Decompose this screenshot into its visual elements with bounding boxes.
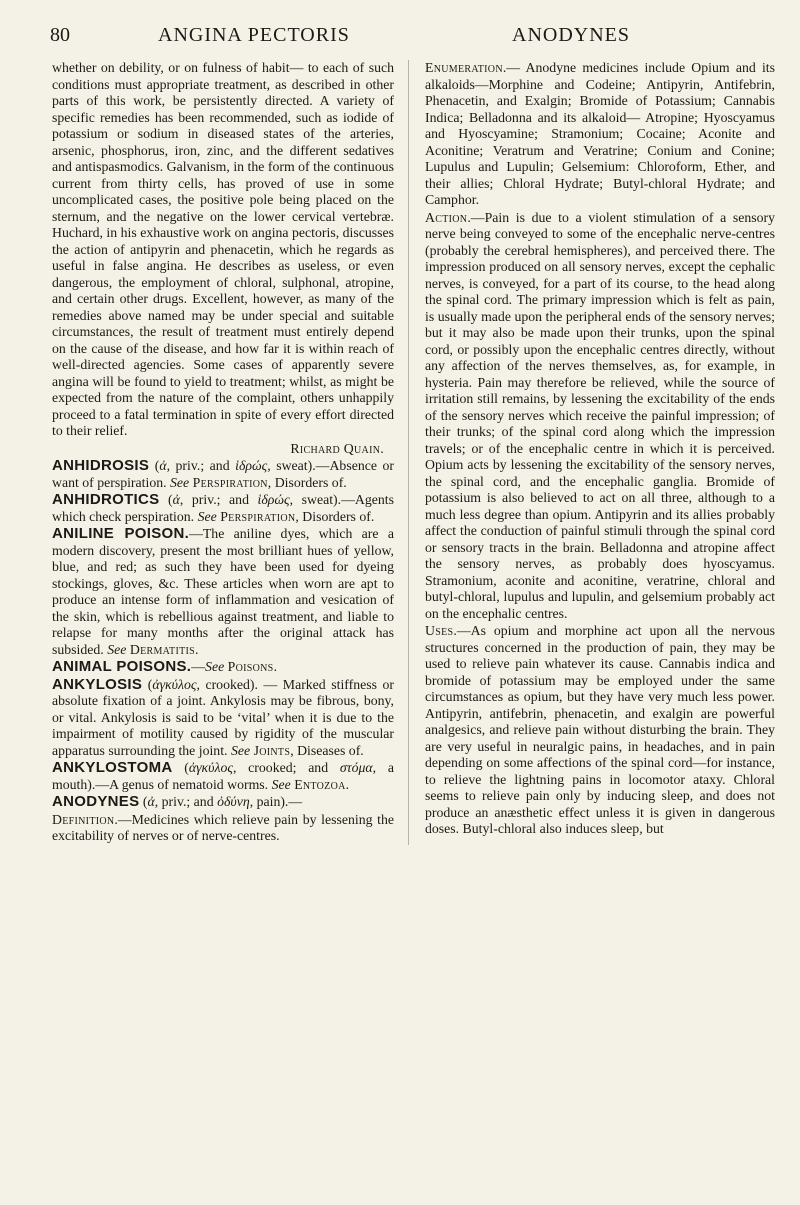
- headword: ANHIDROSIS: [52, 457, 150, 474]
- anodynes-enumeration: Enumeration.— Anodyne medicines include Opium and its alkaloids—Morphine and Codeine; Antipyrin, Antifebrin, Phenacetin, and Exalgin; Bromide of Potassium; Cannabis Indica; Belladonna and its alkaloid— Atropine; Hyoscyamus and Hyoscyamine; Stramonium; Cocaine; Aconite and Aconitine; Veratrum and Veratrine; Conium and Conine; Lupulus and Lupulin; Gelsemium: Chloroform, Ether, and their allies; Chloral Hydrate; Butyl-chloral Hydrate; and Camphor.: [425, 60, 775, 207]
- headword: ANODYNES: [52, 793, 140, 810]
- entry-anhidrotics: ANHIDROTICS (ἀ, priv.; and ἱδρώς, sweat).—Agents which check perspiration. See Perspiration, Disorders of.: [52, 491, 394, 524]
- entry-anhidrosis: ANHIDROSIS (ἀ, priv.; and ἱδρώς, sweat).—Absence or want of perspiration. See Perspiration, Disorders of.: [52, 457, 394, 490]
- right-running-title: ANODYNES: [512, 24, 630, 46]
- section-label: Enumeration: [425, 60, 503, 75]
- entry-anodynes: ANODYNES (ἀ, priv.; and ὀδύνη, pain).—: [52, 793, 303, 810]
- cross-reference: Perspiration: [192, 474, 268, 490]
- cross-reference: Joints: [253, 742, 291, 758]
- cross-reference: Dermatitis: [129, 641, 195, 657]
- cross-reference: Perspiration: [220, 508, 296, 524]
- paragraph-treatment: whether on debility, or on fulness of habit— to each of such conditions must appropriate treatment, as described in other parts of this work, be persistently directed. A variety of specific remedies has been recommended, such as iodide of potassium or sodium in diseased states of the arteries, arsenic, phosphorus, iron, zinc, and the different sedatives and antispasmodics. Galvanism, in the form of the continuous current from thirty cells, has proved of use in some uncomplicated cases, the positive pole being placed on the sternum, and the negative on the lower cervical vertebræ. Huchard, in his exhaustive work on angina pectoris, discusses the action of antipyrin and phenacetin, which he regards as useful in false angina. He describes as useless, or even dangerous, the employment of chloral, sulphonal, atropine, and certain other drugs. Excellent, however, as many of the remedies above named may be under special and suitable circumstances, the result of treatment must entirely depend on the cause of the disease, and how far it is within reach of well-directed agencies. Some cases of apparently severe angina will be found to yield to treatment; whilst, as might be expected from the nature of the complaint, others unhappily proceed to a fatal termination in spite of every effort directed to their relief.: [52, 60, 394, 438]
- anodynes-action: Action.—Pain is due to a violent stimulation of a sensory nerve being conveyed to some of the encephalic nerve-centres (probably the cerebral hemispheres), and perceived there. The impression produced on all sensory nerves, except the cephalic nerves, is conveyed, for a part of its course, to the head along the spinal cord. The primary impression which is felt as pain, is usually made upon the peripheral ends of the sensory nerves; but it may also be made upon their trunks, upon the spinal cord, or possibly upon the encephalic centres directly, without any affection of the nerves themselves, as, for example, in hysteria. Pain may therefore be relieved, while the source of irritation still remains, by lessening the excitability of the ends of the sensory nerves which receive the painful impression; of their trunks; of the spinal cord along which the impression travels; or of the encephalic centre in which it is perceived. Opium acts by lessening the excitability of the sensory nerves, the spinal cord, and the encephalic ganglia. Bromide of potassium is also believed to act on all three, although to a much less degree than opium. Antipyrin and its allies probably affect the conduction of painful stimuli through the spinal cord or sensory tracts in the brain. Belladonna and atropine affect the sensory nerves, as probably does hyoscyamus. Stramonium, aconite and aconitine, veratrine, chloral and butyl-chloral, lupulus and lupulin, and gelsemium probably act on the encephalic centres.: [425, 209, 775, 621]
- anodynes-uses: Uses.—As opium and morphine act upon all the nervous structures concerned in the production of pain, they may be used to relieve pain whatever its cause. Cannabis indica and bromide of potassium may be employed under the same circumstances as opium, but they have very much less power. Antipyrin, antifebrin, phenacetin, and exalgin are powerful analgesics, and relieve pain without disturbing the brain. They are very useful in neuralgic pains, in headaches, and in pain depending on some affections of the spinal cord—for instance, to relieve the lightning pains in locomotor ataxy. Chloral seems to relieve pain only by inducing sleep, and does not produce an anæsthetic effect unless it is given in dangerous doses. Butyl-chloral also induces sleep, but: [425, 623, 775, 836]
- author-signature: Richard Quain.: [290, 440, 384, 456]
- entry-ankylosis: ANKYLOSIS (ἀγκύλος, crooked). — Marked stiffness or absolute fixation of a joint. Ankylosis may be fibrous, bony, or vital. Ankylosis is said to be ‘vital’ when it is due to the impairment of motility caused by rigidity of the muscular apparatus surrounding the joint. See Joints, Diseases of.: [52, 675, 395, 758]
- running-header: [50, 24, 750, 54]
- entry-animal-poisons: ANIMAL POISONS.—See Poisons.: [52, 658, 278, 675]
- section-label: Uses: [425, 623, 454, 638]
- headword: ANILINE POISON.: [52, 525, 190, 542]
- headword: ANKYLOSTOMA: [52, 759, 173, 776]
- headword: ANIMAL POISONS.: [52, 658, 192, 675]
- section-label: Action: [425, 209, 468, 225]
- entry-ankylostoma: ANKYLOSTOMA (ἀγκύλος, crooked; and στόμα, a mouth).—A genus of nematoid worms. See Entozoa.: [52, 759, 394, 792]
- left-running-title: ANGINA PECTORIS: [158, 24, 350, 46]
- right-column: [425, 60, 775, 838]
- page-number: 80: [50, 24, 70, 46]
- section-label: Definition: [52, 811, 115, 827]
- anodynes-definition: Definition.—Medicines which relieve pain by lessening the excitability of nerves or of nerve-centres.: [52, 811, 394, 843]
- headword: ANKYLOSIS: [52, 675, 143, 693]
- entry-aniline-poison: ANILINE POISON.—The aniline dyes, which are a modern discovery, present the most brilliant hues of yellow, blue, and red; as such they have been used for dyeing stockings, gloves, &c. These articles when worn are apt to produce an intense form of inflammation and vesication of the skin, which is rebellious against treatment, and liable to relapse for many months after the original attack has subsided. See Dermatitis.: [52, 525, 394, 657]
- headword: ANHIDROTICS: [52, 491, 160, 508]
- cross-reference: Entozoa: [294, 776, 346, 792]
- left-column: [52, 60, 409, 845]
- cross-reference: Poisons: [227, 659, 274, 674]
